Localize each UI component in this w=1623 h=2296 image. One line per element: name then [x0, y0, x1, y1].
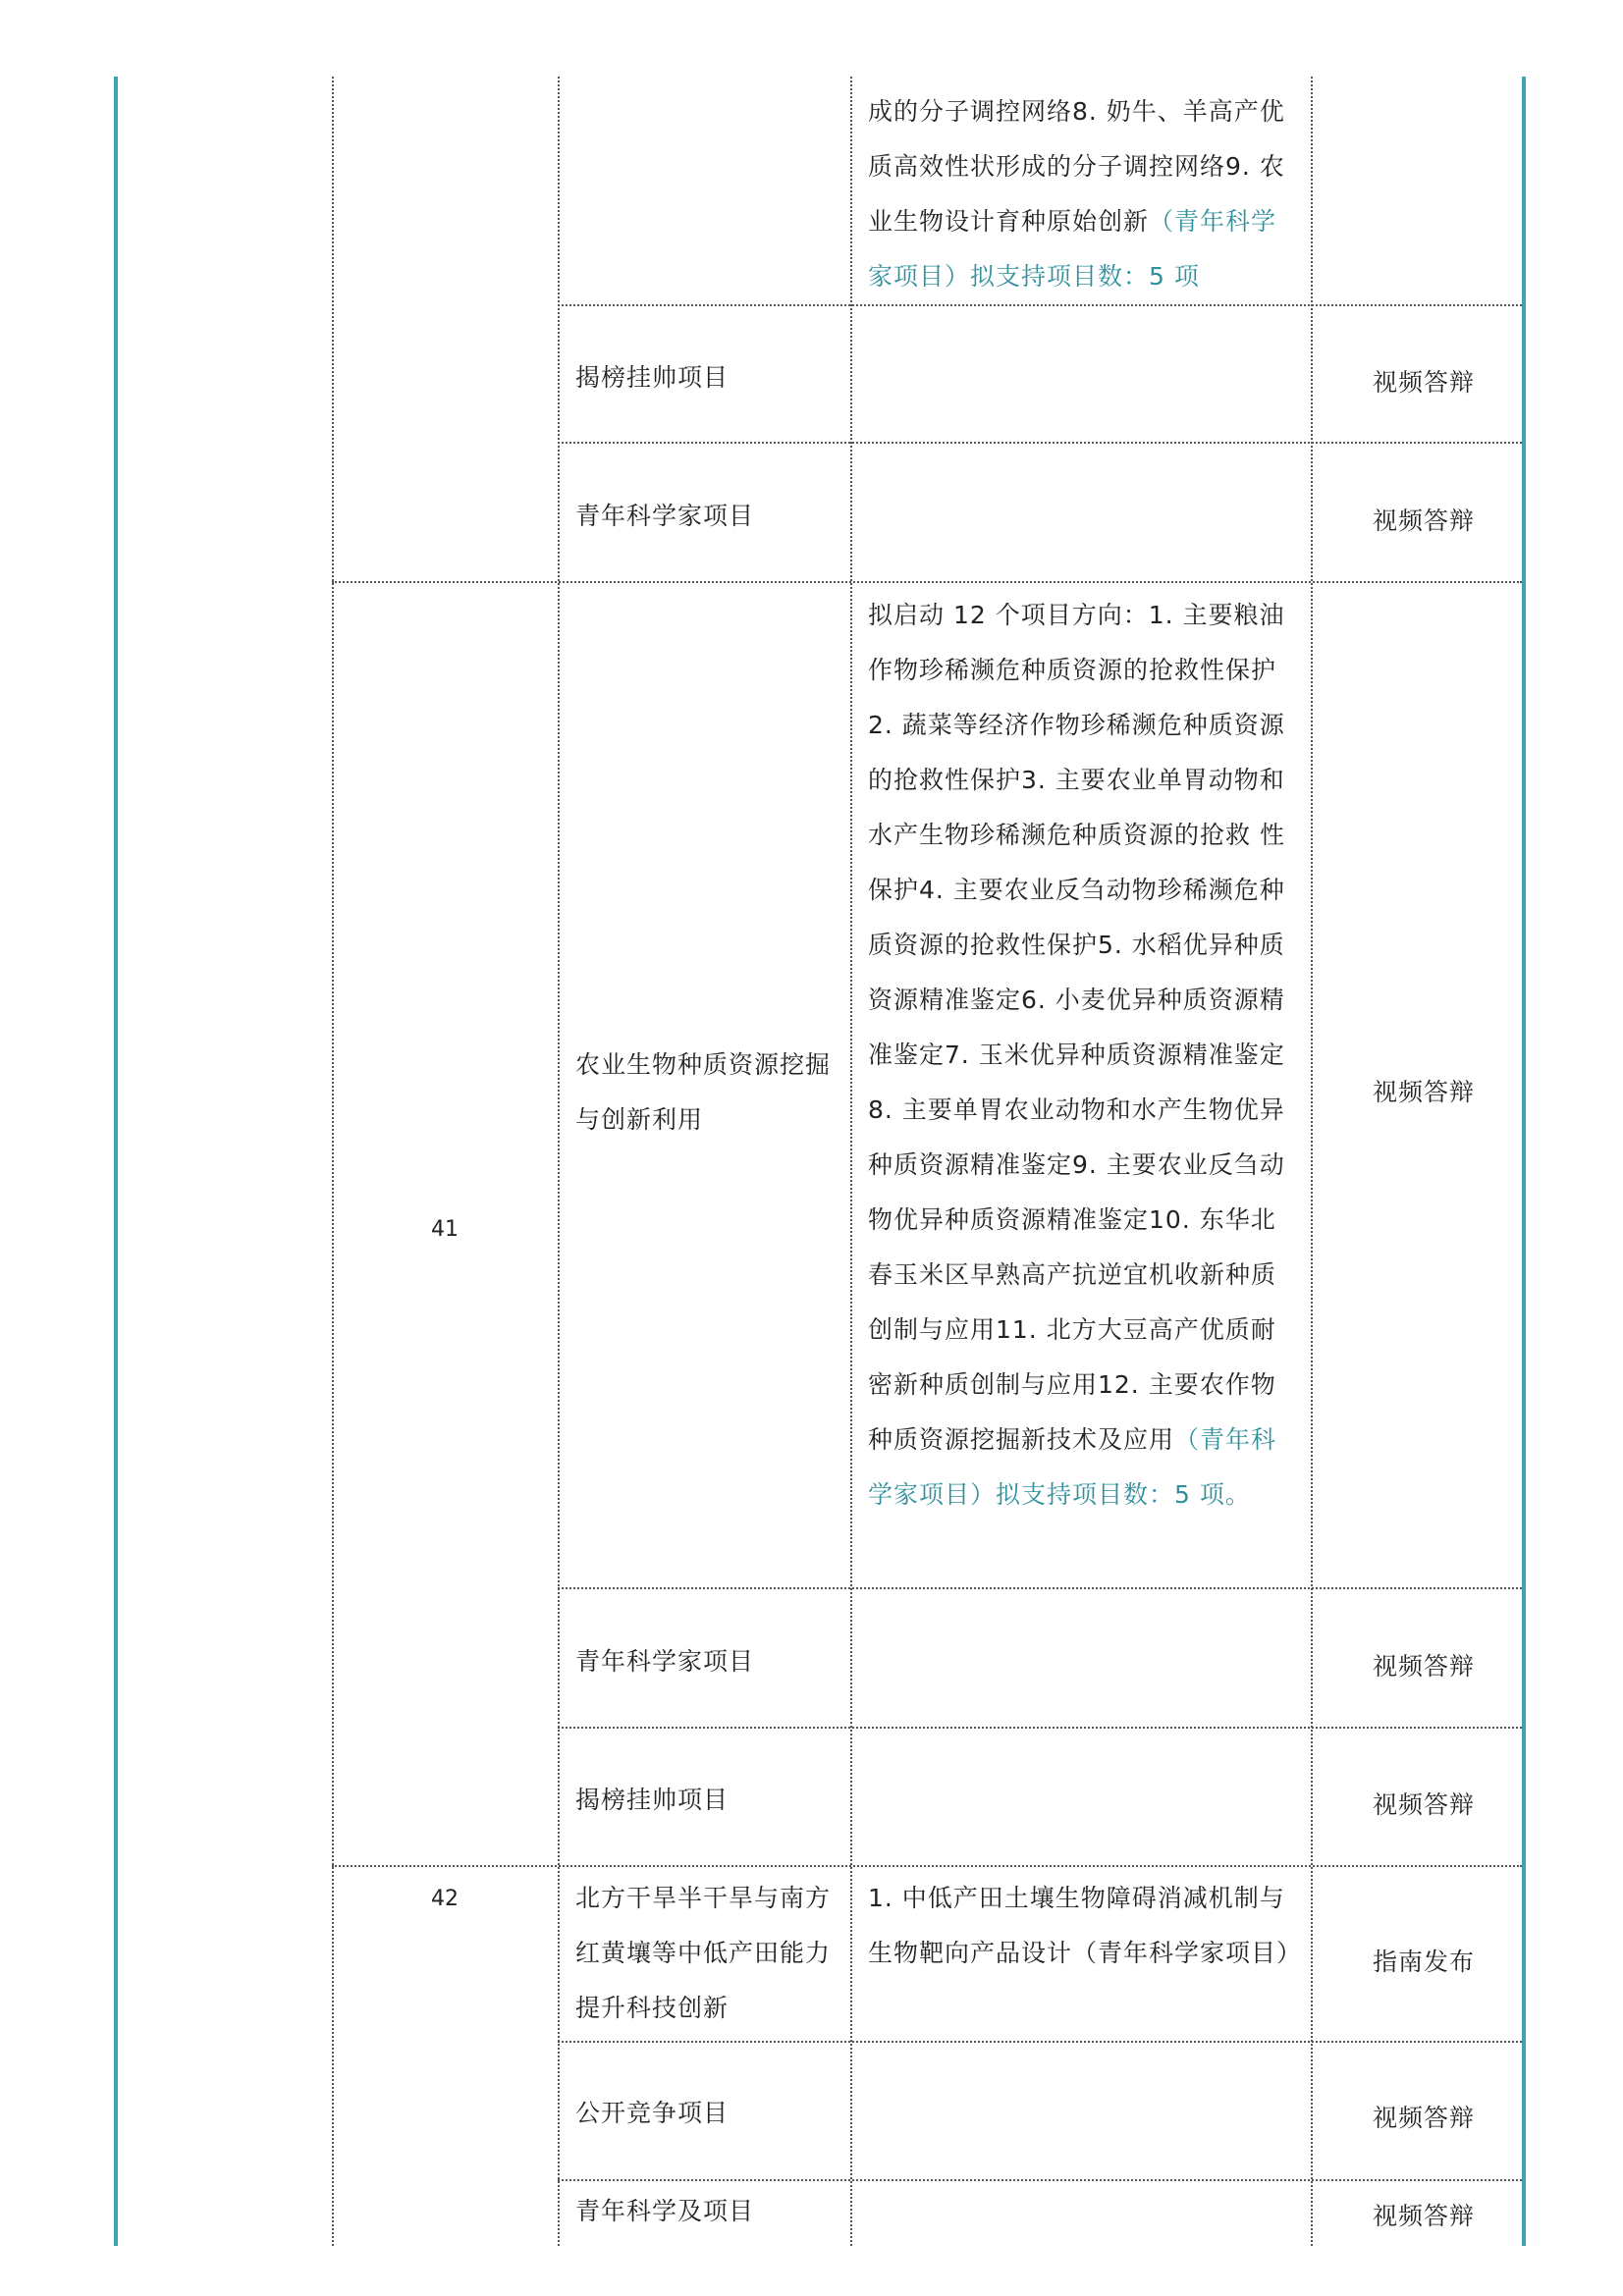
review-mode: 视频答辩 — [1372, 2202, 1475, 2230]
column-divider-2 — [558, 77, 560, 2246]
project-category: 青年科学家项目 — [575, 502, 755, 530]
column-divider-3 — [850, 77, 852, 2246]
review-mode: 视频答辩 — [1372, 507, 1475, 535]
review-mode: 指南发布 — [1372, 1948, 1475, 1976]
review-mode: 视频答辩 — [1372, 2104, 1475, 2132]
row-divider — [558, 1587, 1522, 1589]
project-name: 农业生物种质资源挖掘与创新利用 — [575, 1050, 832, 1134]
review-mode: 视频答辩 — [1372, 368, 1475, 397]
row-divider — [558, 1727, 1522, 1729]
project-description: 成的分子调控网络8. 奶牛、羊高产优质高效性状形成的分子调控网络9. 农业生物设计育种原始创新（青年科学家项目）拟支持项目数：5 项 — [868, 97, 1285, 291]
review-mode: 视频答辩 — [1372, 1652, 1475, 1681]
row-divider — [558, 2179, 1522, 2181]
right-margin-rule — [1522, 77, 1526, 2246]
row-divider — [558, 304, 1522, 306]
row-divider — [558, 2041, 1522, 2043]
column-divider-4 — [1311, 77, 1313, 2246]
project-category: 揭榜挂帅项目 — [575, 1786, 730, 1814]
item-number: 41 — [431, 1217, 459, 1242]
project-category: 揭榜挂帅项目 — [575, 363, 730, 392]
project-category: 青年科学及项目 — [575, 2197, 755, 2225]
review-mode: 视频答辩 — [1372, 1078, 1475, 1106]
row-divider — [332, 1865, 1522, 1867]
review-mode: 视频答辩 — [1372, 1790, 1475, 1819]
row-divider — [558, 442, 1522, 444]
left-margin-rule — [114, 77, 118, 2246]
project-description: 拟启动 12 个项目方向：1. 主要粮油作物珍稀濒危种质资源的抢救性保护2. 蔬菜等经济作物珍稀濒危种质资源的抢救性保护3. 主要农业单胃动物和水产生物珍稀濒危种质资源的抢救 性保护4. 主要农业反刍动物珍稀濒危种质资源的抢救性保护5. 水稻优异种质资源精准鉴定6. 小麦优异种质资源精准鉴定7. 玉米优异种质资源精准鉴定8. 主要单胃农业动物和水产生物优异种质资源精准鉴定9. 主要农业反刍动物优异种质资源精准鉴定10. 东华北春玉米区早熟高产抗逆宜机收新种质创制与应用11. 北方大豆高产优质耐密新种质创制与应用12. 主要农作物种质资源挖掘新技术及应用（青年科学家项目）拟支持项目数：5 项。 — [868, 601, 1285, 1509]
item-number: 42 — [431, 1887, 459, 1911]
project-description: 1. 中低产田土壤生物障碍消减机制与生物靶向产品设计（青年科学家项目） — [868, 1884, 1303, 1967]
project-name: 北方干旱半干旱与南方红黄壤等中低产田能力提升科技创新 — [575, 1884, 832, 2022]
column-divider-1 — [332, 77, 334, 2246]
project-category: 公开竞争项目 — [575, 2099, 730, 2127]
row-divider — [332, 581, 1522, 583]
project-category: 青年科学家项目 — [575, 1647, 755, 1676]
